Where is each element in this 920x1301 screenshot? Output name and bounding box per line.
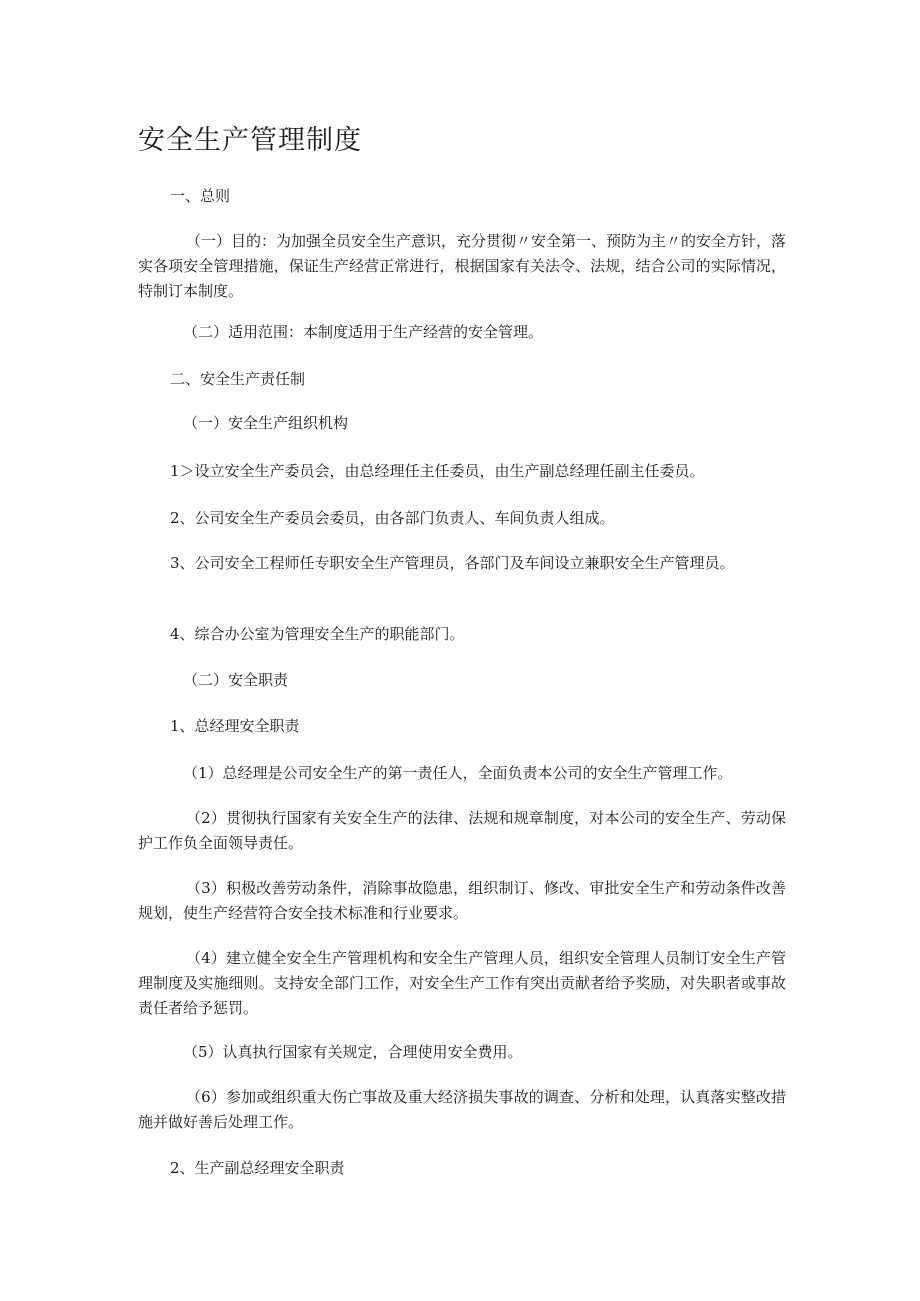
subsection-heading-duties: （二）安全职责 — [183, 671, 289, 689]
gm-duty-1: （1）总经理是公司安全生产的第一责任人，全面负责本公司的安全生产管理工作。 — [183, 764, 733, 782]
gm-duties-heading: 1、总经理安全职责 — [170, 717, 300, 735]
org-item-1: 1＞设立安全生产委员会，由总经理任主任委员，由生产副总经理任副主任委员。 — [170, 462, 705, 480]
org-item-2: 2、公司安全生产委员会委员，由各部门负责人、车间负责人组成。 — [170, 509, 615, 527]
vp-duties-heading: 2、生产副总经理安全职责 — [170, 1159, 345, 1177]
subsection-heading-organization: （一）安全生产组织机构 — [183, 414, 349, 432]
scope-paragraph: （二）适用范围：本制度适用于生产经营的安全管理。 — [183, 323, 544, 341]
section-heading-responsibility: 二、安全生产责任制 — [170, 370, 306, 388]
org-item-3: 3、公司安全工程师任专职安全生产管理员，各部门及车间设立兼职安全生产管理员。 — [170, 554, 735, 572]
gm-duty-6: （6）参加或组织重大伤亡事故及重大经济损失事故的调查、分析和处理，认真落实整改措施并做好善后处理工作。 — [138, 1088, 786, 1131]
gm-duty-3: （3）积极改善劳动条件，消除事故隐患，组织制订、修改、审批安全生产和劳动条件改善规划，使生产经营符合安全技术标准和行业要求。 — [138, 879, 786, 922]
document-title: 安全生产管理制度 — [138, 125, 362, 156]
gm-duty-4: （4）建立健全安全生产管理机构和安全生产管理人员，组织安全管理人员制订安全生产管理制度及实施细则。支持安全部门工作，对安全生产工作有突出贡献者给予奖励，对失职者或事故责任者给予惩罚。 — [138, 949, 786, 1017]
gm-duty-2: （2）贯彻执行国家有关安全生产的法律、法规和规章制度，对本公司的安全生产、劳动保护工作负全面领导责任。 — [138, 809, 786, 852]
gm-duty-5: （5）认真执行国家有关规定，合理使用安全费用。 — [183, 1043, 523, 1061]
purpose-paragraph: （一）目的：为加强全员安全生产意识，充分贯彻〃安全第一、预防为主〃的安全方针，落实各项安全管理措施，保证生产经营正常进行，根据国家有关法令、法规，结合公司的实际情况，特制订本制度。 — [138, 232, 787, 300]
section-heading-general: 一、总则 — [170, 187, 231, 205]
org-item-4: 4、综合办公室为管理安全生产的职能部门。 — [170, 625, 465, 643]
